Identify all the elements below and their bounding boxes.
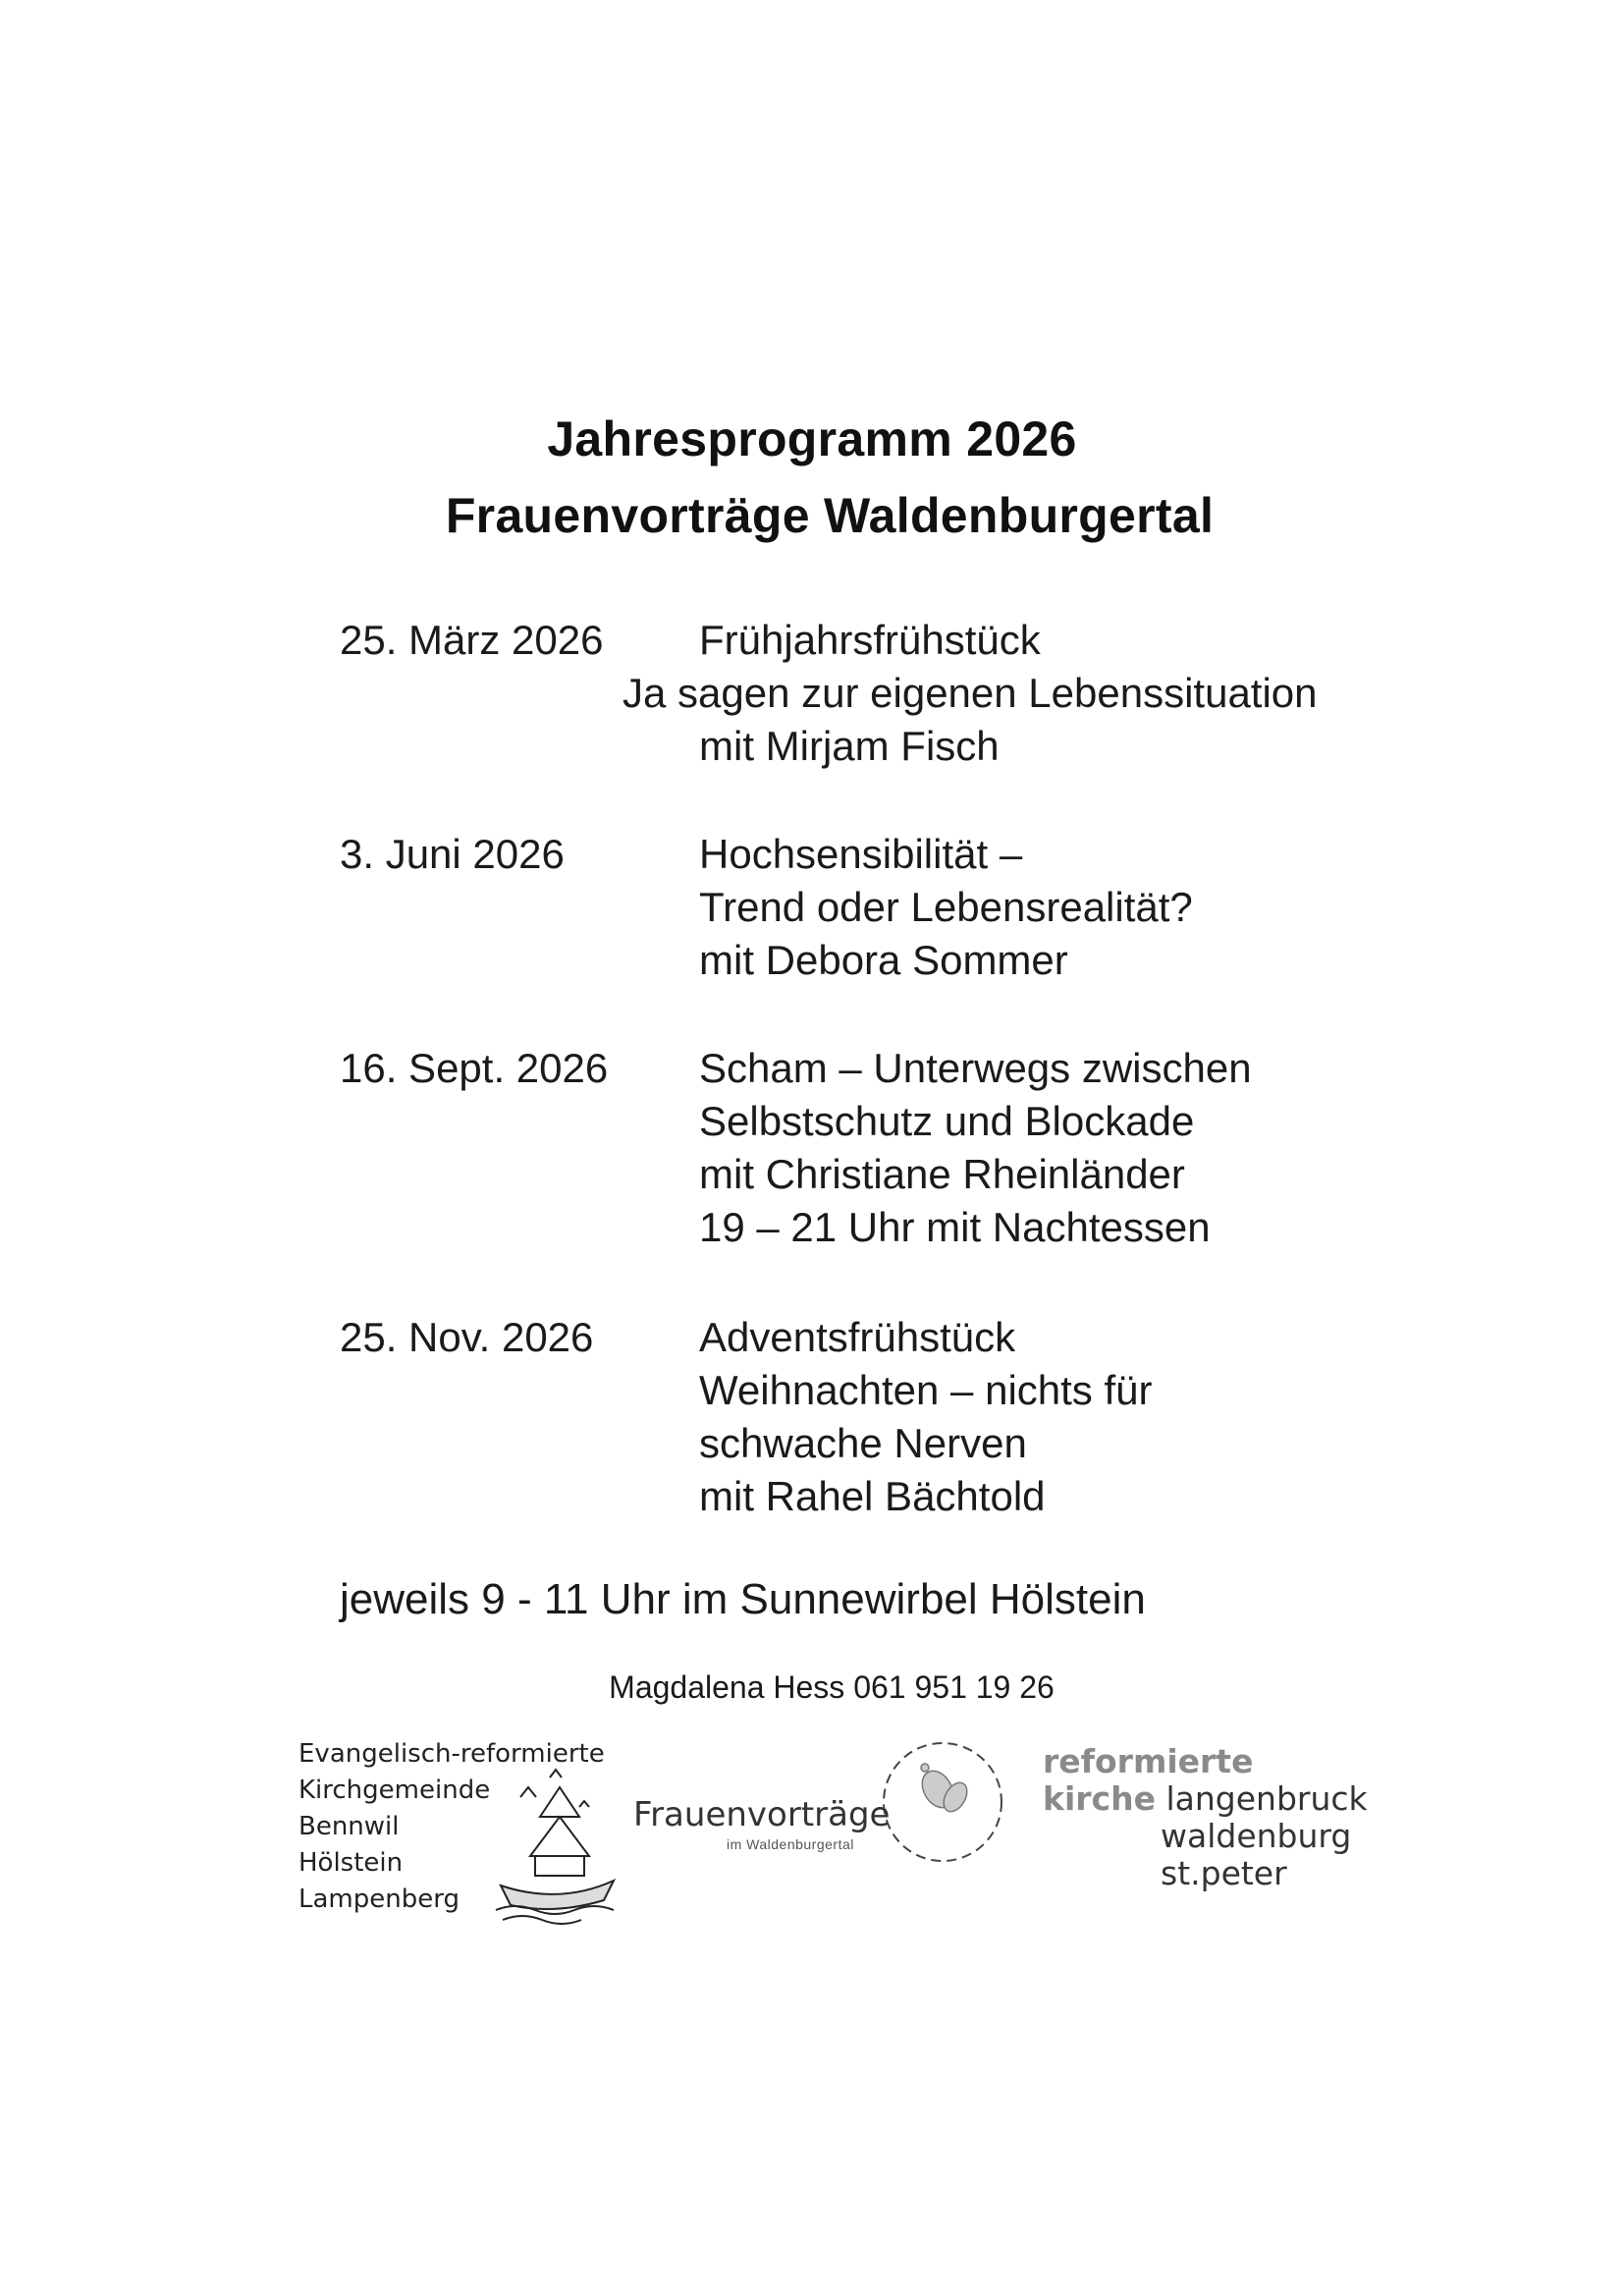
logo-text-kirche: kirche xyxy=(1043,1779,1156,1818)
event-date: 25. Nov. 2026 xyxy=(340,1314,594,1360)
page-subtitle: Frauenvorträge Waldenburgertal xyxy=(445,488,1215,543)
event-speaker: mit Rahel Bächtold xyxy=(699,1473,1046,1519)
logo-text-line: Kirchgemeinde xyxy=(298,1776,491,1805)
logo-text-line: Bennwil xyxy=(298,1812,400,1841)
event-topic-cont: schwache Nerven xyxy=(699,1420,1027,1466)
logo-frauenvortraege-sub: im Waldenburgertal xyxy=(727,1836,854,1852)
logo-text-line: waldenburg xyxy=(1161,1817,1352,1855)
contact-line: Magdalena Hess 061 951 19 26 xyxy=(609,1669,1055,1705)
event-topic: Ja sagen zur eigenen Lebenssituation xyxy=(623,670,1318,716)
event-title: Frühjahrsfrühstück xyxy=(699,617,1041,663)
event-speaker: mit Christiane Rheinländer xyxy=(699,1151,1185,1197)
logo-frauenvortraege-name: Frauenvorträge xyxy=(633,1795,891,1834)
logo-text-line: Hölstein xyxy=(298,1848,404,1878)
event-title: Hochsensibilität – xyxy=(699,831,1023,877)
boat-logo-icon xyxy=(491,1758,619,1925)
location-note: jeweils 9 - 11 Uhr im Sunnewirbel Hölstein xyxy=(340,1575,1146,1623)
event-time: 19 – 21 Uhr mit Nachtessen xyxy=(699,1204,1211,1250)
event-date: 3. Juni 2026 xyxy=(340,831,565,877)
event-date: 16. Sept. 2026 xyxy=(340,1045,609,1091)
logo-text-line: Evangelisch-reformierte xyxy=(298,1739,605,1769)
event-speaker: mit Mirjam Fisch xyxy=(699,723,1000,769)
event-title: Adventsfrühstück xyxy=(699,1314,1016,1360)
event-speaker: mit Debora Sommer xyxy=(699,937,1068,983)
logo-text-line: langenbruck xyxy=(1165,1779,1368,1818)
event-topic: Trend oder Lebensrealität? xyxy=(699,884,1193,930)
logo-text-line: st.peter xyxy=(1161,1854,1287,1892)
logo-text-line: reformierte xyxy=(1043,1742,1254,1780)
logo-text-line: Lampenberg xyxy=(298,1885,460,1914)
page-title: Jahresprogramm 2026 xyxy=(547,411,1077,466)
logo-reformierte-kirche xyxy=(1043,1743,1368,1892)
event-date: 25. März 2026 xyxy=(340,617,604,663)
event-topic: Weihnachten – nichts für xyxy=(699,1367,1153,1413)
event-topic: Selbstschutz und Blockade xyxy=(699,1098,1195,1144)
event-title: Scham – Unterwegs zwischen xyxy=(699,1045,1252,1091)
